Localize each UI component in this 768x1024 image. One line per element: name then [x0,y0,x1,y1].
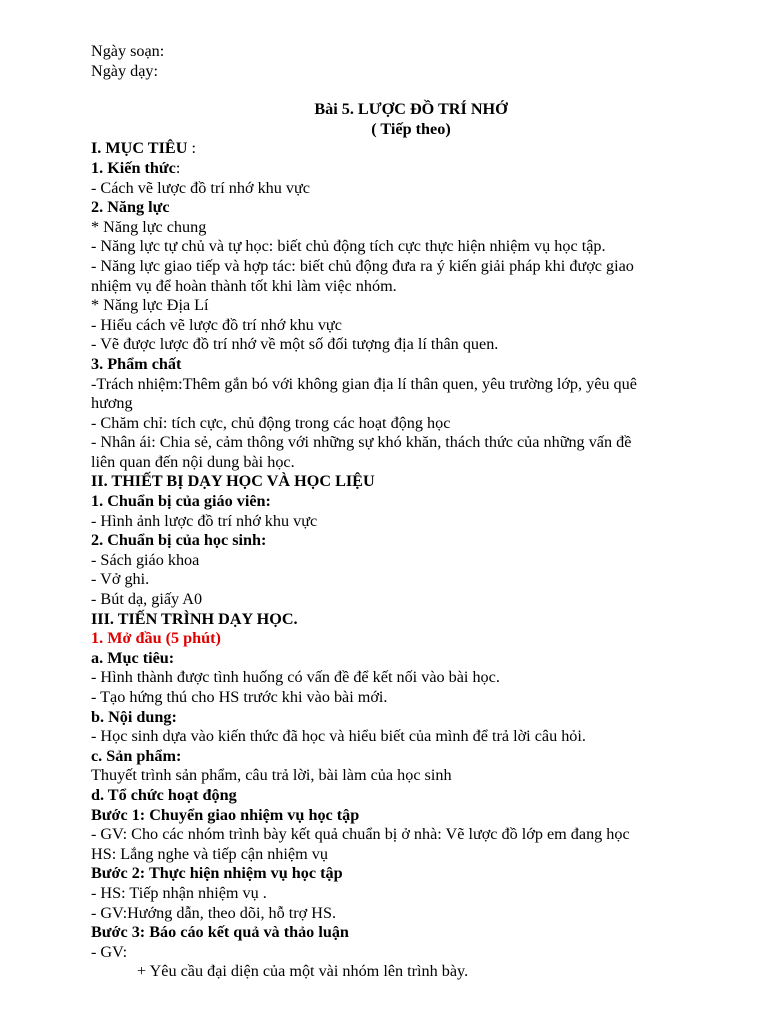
muc-tieu-item: - Tạo hứng thú cho HS trước khi vào bài mới. [91,688,388,706]
section-muc-tieu-colon: : [187,139,196,158]
buoc-1-item: HS: Lắng nghe và tiếp cận nhiệm vụ [91,844,328,863]
noi-dung-heading: b. Nội dung: [91,707,177,726]
hoc-sinh-item: - Sách giáo khoa [91,550,200,569]
ngay-soan-label: Ngày soạn: [91,42,165,60]
san-pham-item: Thuyết trình sản phẩm, câu trả lời, bài làm của học sinh [91,766,452,785]
buoc-1-heading: Bước 1: Chuyển giao nhiệm vụ học tập [91,805,360,824]
section-muc-tieu-title: I. MỤC TIÊU [91,139,188,158]
section-muc-tieu-heading [91,139,731,159]
section-tien-trinh-heading: III. TIẾN TRÌNH DẠY HỌC. [91,609,298,628]
lesson-subtitle: ( Tiếp theo) [371,119,451,138]
kien-thuc-colon: : [175,158,181,177]
pham-chat-item: - Chăm chỉ: tích cực, chủ động trong các hoạt động học [91,413,451,432]
mo-dau-heading: 1. Mở đầu (5 phút) [91,629,221,648]
muc-tieu-item: - Hình thành được tình huống có vấn đề để kết nối vào bài học. [91,668,500,687]
nang-luc-chung-item: nhiệm vụ để hoàn thành tốt khi làm việc nhóm. [91,276,397,295]
buoc-3-item: - GV: [91,942,128,961]
buoc-3-heading: Bước 3: Báo cáo kết quả và thảo luận [91,923,349,942]
kien-thuc-heading [91,159,731,179]
ngay-day-label: Ngày dạy: [91,61,158,80]
hoc-sinh-item: - Bút dạ, giấy A0 [91,590,203,609]
kien-thuc-item: - Cách vẽ lược đồ trí nhớ khu vực [91,178,310,197]
nang-luc-chung-item: - Năng lực tự chủ và tự học: biết chủ động tích cực thực hiện nhiệm vụ học tập. [91,237,606,256]
lesson-title: Bài 5. LƯỢC ĐỒ TRÍ NHỚ [314,100,508,119]
san-pham-heading: c. Sản phẩm: [91,746,182,765]
muc-tieu-heading: a. Mục tiêu: [91,648,175,667]
nang-luc-dia-li-heading: * Năng lực Địa Lí [91,296,209,315]
nang-luc-dia-li-item: - Hiểu cách vẽ lược đồ trí nhớ khu vực [91,315,342,334]
buoc-2-heading: Bước 2: Thực hiện nhiệm vụ học tập [91,864,343,883]
buoc-2-item: - GV:Hướng dẫn, theo dõi, hỗ trợ HS. [91,903,337,922]
document-page [91,42,731,982]
pham-chat-item: liên quan đến nội dung bài học. [91,452,295,471]
nang-luc-dia-li-item: - Vẽ được lược đồ trí nhớ về một số đối tượng địa lí thân quen. [91,335,499,354]
hoc-sinh-item: - Vở ghi. [91,570,150,589]
pham-chat-heading: 3. Phẩm chất [91,354,182,373]
hoc-sinh-heading: 2. Chuẩn bị của học sinh: [91,531,267,550]
pham-chat-item: - Nhân ái: Chia sẻ, cảm thông với những sự khó khăn, thách thức của những vấn đề [91,433,632,452]
giao-vien-item: - Hình ảnh lược đồ trí nhớ khu vực [91,511,318,530]
section-thiet-bi-heading: II. THIẾT BỊ DẠY HỌC VÀ HỌC LIỆU [91,472,375,491]
nang-luc-chung-heading: * Năng lực chung [91,217,207,236]
nang-luc-chung-item: - Năng lực giao tiếp và hợp tác: biết chủ động đưa ra ý kiến giải pháp khi được giao [91,256,634,275]
pham-chat-item: hương [91,394,133,413]
buoc-2-item: - HS: Tiếp nhận nhiệm vụ . [91,883,267,902]
buoc-1-item: - GV: Cho các nhóm trình bày kết quả chuẩn bị ở nhà: Vẽ lược đồ lớp em đang học [91,825,630,844]
pham-chat-item: -Trách nhiệm:Thêm gắn bó với không gian địa lí thân quen, yêu trường lớp, yêu quê [91,374,637,393]
lesson-title-block [91,100,731,139]
nang-luc-heading: 2. Năng lực [91,198,170,217]
noi-dung-item: - Học sinh dựa vào kiến thức đã học và hiểu biết của mình để trả lời câu hỏi. [91,727,586,746]
to-chuc-heading: d. Tổ chức hoạt động [91,785,237,804]
giao-vien-heading: 1. Chuẩn bị của giáo viên: [91,492,271,511]
kien-thuc-title: 1. Kiến thức [91,158,176,177]
buoc-3-sub-item: + Yêu cầu đại diện của một vài nhóm lên trình bày. [137,962,469,981]
